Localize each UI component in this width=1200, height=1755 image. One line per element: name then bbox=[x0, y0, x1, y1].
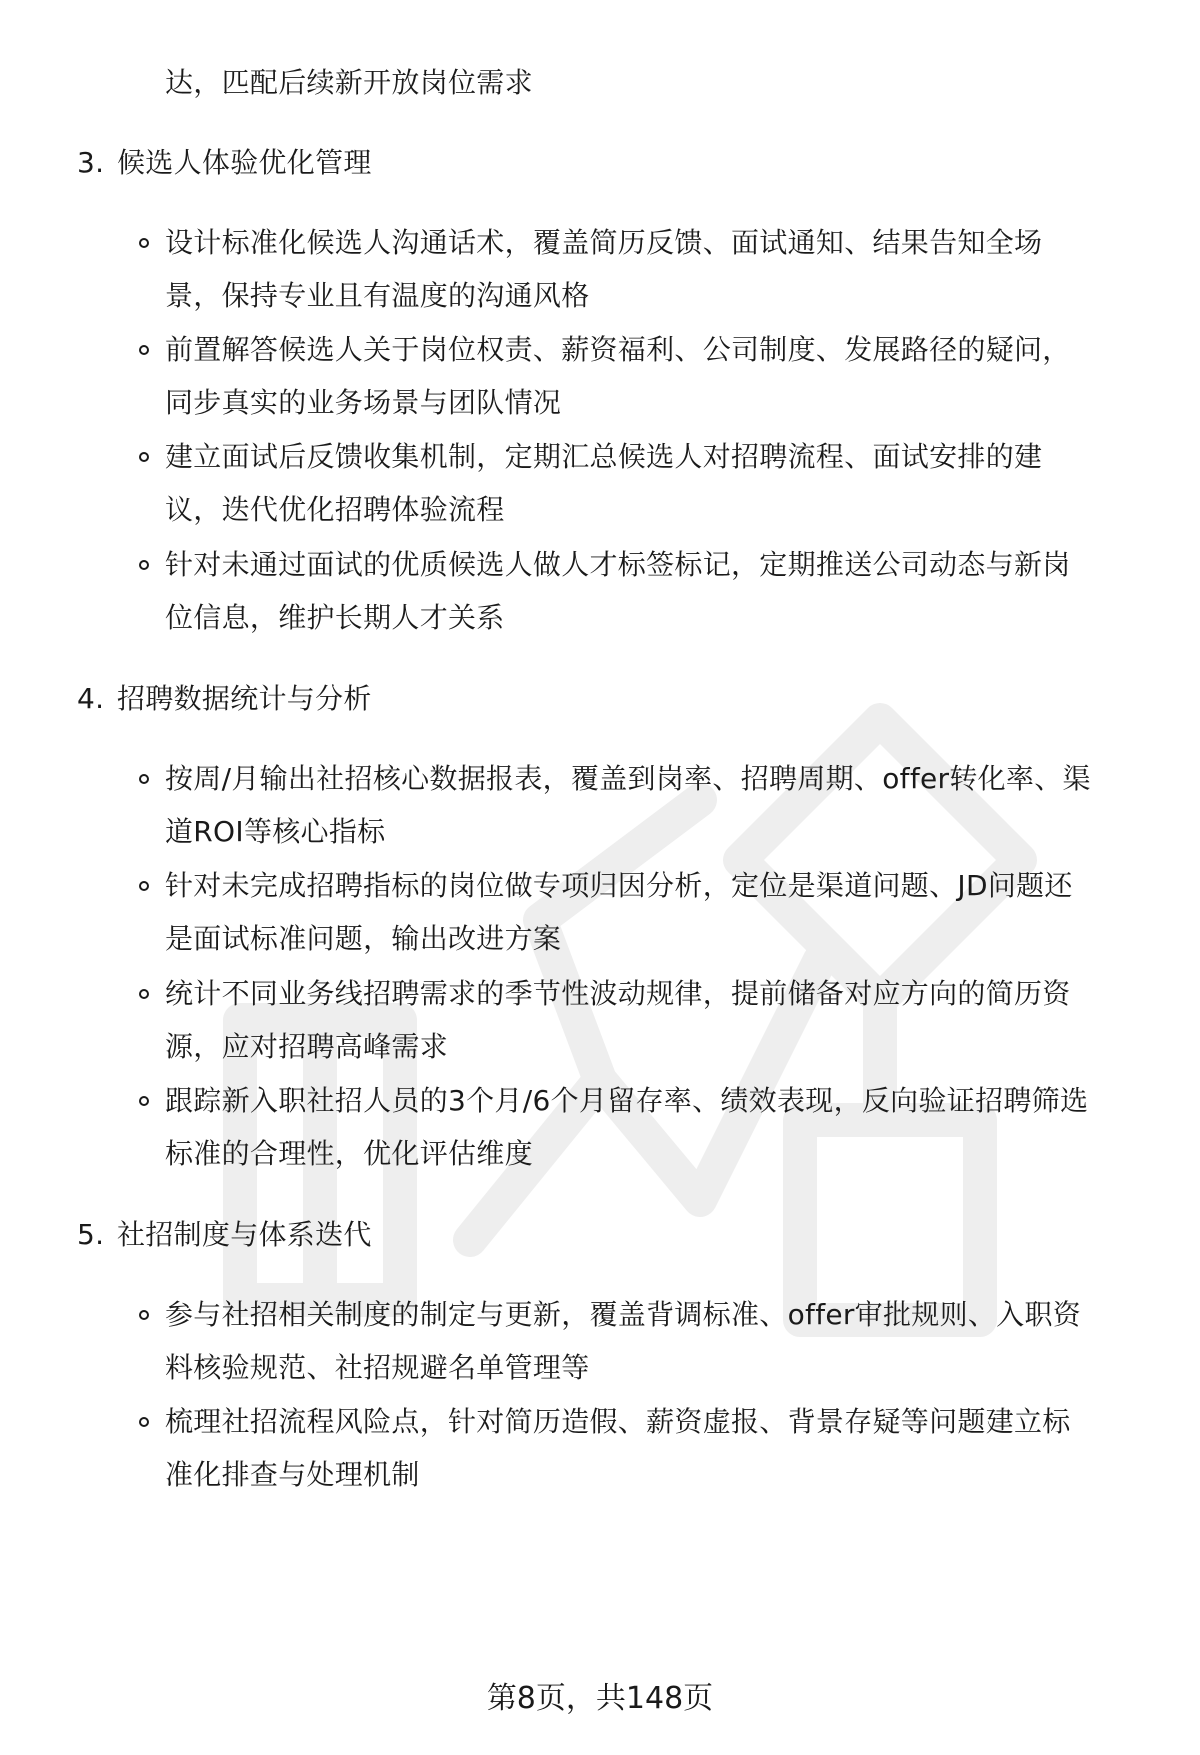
hollow-bullet-icon bbox=[139, 1417, 149, 1427]
list-item-line: 针对未完成招聘指标的岗位做专项归因分析，定位是渠道问题、JD问题还 bbox=[165, 869, 1073, 902]
hollow-bullet-icon bbox=[139, 774, 149, 784]
section-heading bbox=[77, 143, 372, 183]
section-title: 招聘数据统计与分析 bbox=[117, 682, 372, 715]
section-number: 3. bbox=[77, 146, 105, 179]
list-item-line: 是面试标准问题，输出改进方案 bbox=[165, 922, 562, 955]
list-item-line: 道ROI等核心指标 bbox=[165, 815, 386, 848]
hollow-bullet-icon bbox=[139, 560, 149, 570]
list-item-line: 料核验规范、社招规避名单管理等 bbox=[165, 1351, 590, 1384]
section-number: 5. bbox=[77, 1218, 105, 1251]
continuation-text: 达，匹配后续新开放岗位需求 bbox=[165, 66, 533, 99]
section-title: 社招制度与体系迭代 bbox=[117, 1218, 372, 1251]
list-item-line: 梳理社招流程风险点，针对简历造假、薪资虚报、背景存疑等问题建立标 bbox=[165, 1405, 1071, 1438]
hollow-bullet-icon bbox=[139, 1096, 149, 1106]
list-item-line: 源，应对招聘高峰需求 bbox=[165, 1030, 449, 1063]
list-item-line: 准化排查与处理机制 bbox=[165, 1458, 420, 1491]
list-item-line: 建立面试后反馈收集机制，定期汇总候选人对招聘流程、面试安排的建 bbox=[165, 440, 1043, 473]
list-item-line: 标准的合理性，优化评估维度 bbox=[165, 1137, 533, 1170]
hollow-bullet-icon bbox=[139, 238, 149, 248]
hollow-bullet-icon bbox=[139, 881, 149, 891]
list-item-line: 针对未通过面试的优质候选人做人才标签标记，定期推送公司动态与新岗 bbox=[165, 548, 1071, 581]
list-item-line: 统计不同业务线招聘需求的季节性波动规律，提前储备对应方向的简历资 bbox=[165, 977, 1071, 1010]
hollow-bullet-icon bbox=[139, 452, 149, 462]
section-heading bbox=[77, 1215, 372, 1255]
section-heading bbox=[77, 679, 372, 719]
section-title: 候选人体验优化管理 bbox=[117, 146, 372, 179]
list-item-line: 设计标准化候选人沟通话术，覆盖简历反馈、面试通知、结果告知全场 bbox=[165, 226, 1043, 259]
section-number: 4. bbox=[77, 682, 105, 715]
list-item-line: 景，保持专业且有温度的沟通风格 bbox=[165, 279, 590, 312]
hollow-bullet-icon bbox=[139, 345, 149, 355]
hollow-bullet-icon bbox=[139, 989, 149, 999]
list-item-line: 前置解答候选人关于岗位权责、薪资福利、公司制度、发展路径的疑问， bbox=[165, 333, 1071, 366]
page-footer: 第8页，共148页 bbox=[486, 1681, 714, 1716]
hollow-bullet-icon bbox=[139, 1310, 149, 1320]
list-item-line: 同步真实的业务场景与团队情况 bbox=[165, 386, 562, 419]
list-item-line: 跟踪新入职社招人员的3个月/6个月留存率、绩效表现，反向验证招聘筛选 bbox=[165, 1084, 1089, 1117]
list-item-line: 议，迭代优化招聘体验流程 bbox=[165, 493, 505, 526]
list-item-line: 按周/月输出社招核心数据报表，覆盖到岗率、招聘周期、offer转化率、渠 bbox=[165, 762, 1091, 795]
list-item-line: 参与社招相关制度的制定与更新，覆盖背调标准、offer审批规则、入职资 bbox=[165, 1298, 1082, 1331]
list-item-line: 位信息，维护长期人才关系 bbox=[165, 601, 505, 634]
